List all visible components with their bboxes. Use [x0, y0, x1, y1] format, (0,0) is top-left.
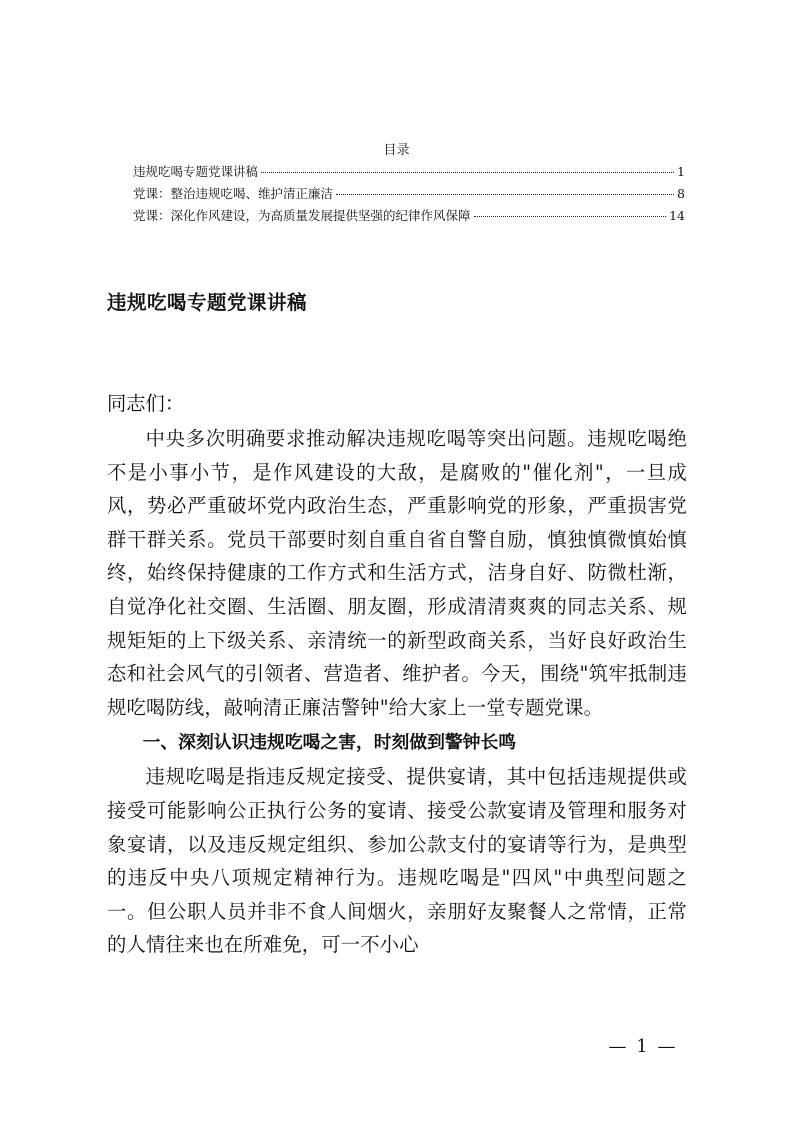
body-paragraph: 违规吃喝是指违反规定接受、提供宴请，其中包括违规提供或接受可能影响公正执行公务的宴请、接受公款宴请及管理和服务对象宴请，以及违反规定组织、参加公款支付的宴请等行为，是典型的违反中央八项规定精神行为。违规吃喝是"四风"中典型问题之一。但公职人员并非不食人间烟火，亲朋好友聚餐人之常情，正常的人情往来也在所难免，可一不小心	[107, 765, 687, 957]
toc-entry-page: 8	[677, 186, 685, 201]
toc-entry[interactable]	[133, 164, 685, 186]
toc-entry-page: 14	[669, 208, 685, 223]
toc-leader-dots	[261, 172, 674, 173]
toc-entry-title[interactable]: 违规吃喝专题党课讲稿	[133, 164, 259, 179]
toc-entry-page: 1	[677, 164, 685, 179]
section-heading: 一、深刻认识违规吃喝之害，时刻做到警钟长鸣	[142, 732, 517, 754]
document-body	[107, 386, 687, 962]
toc-leader-dots	[474, 216, 667, 217]
table-of-contents	[133, 164, 685, 230]
toc-title: 目录	[383, 143, 410, 158]
toc-leader-dots	[336, 194, 674, 195]
body-paragraph: 中央多次明确要求推动解决违规吃喝等突出问题。违规吃喝绝不是小事小节，是作风建设的大敌，是腐败的"催化剂"，一旦成风，势必严重破坏党内政治生态，严重影响党的形象，严重损害党群干群关系。党员干部要时刻自重自省自警自励，慎独慎微慎始慎终，始终保持健康的工作方式和生活方式，洁身自好、防微杜渐，自觉净化社交圈、生活圈、朋友圈，形成清清爽爽的同志关系、规规矩矩的上下级关系、亲清统一的新型政商关系，当好良好政治生态和社会风气的引领者、营造者、维护者。今天，围绕"筑牢抵制违规吃喝防线，敲响清正廉洁警钟"给大家上一堂专题党课。	[107, 427, 687, 719]
page-number: — 1 —	[608, 1036, 678, 1057]
toc-entry[interactable]	[133, 186, 685, 208]
toc-entry[interactable]	[133, 208, 685, 230]
document-title: 违规吃喝专题党课讲稿	[107, 291, 308, 314]
toc-entry-title[interactable]: 党课：深化作风建设，为高质量发展提供坚强的纪律作风保障	[133, 208, 471, 223]
salutation: 同志们：	[107, 392, 185, 415]
toc-entry-title[interactable]: 党课：整治违规吃喝、维护清正廉洁	[133, 186, 334, 201]
